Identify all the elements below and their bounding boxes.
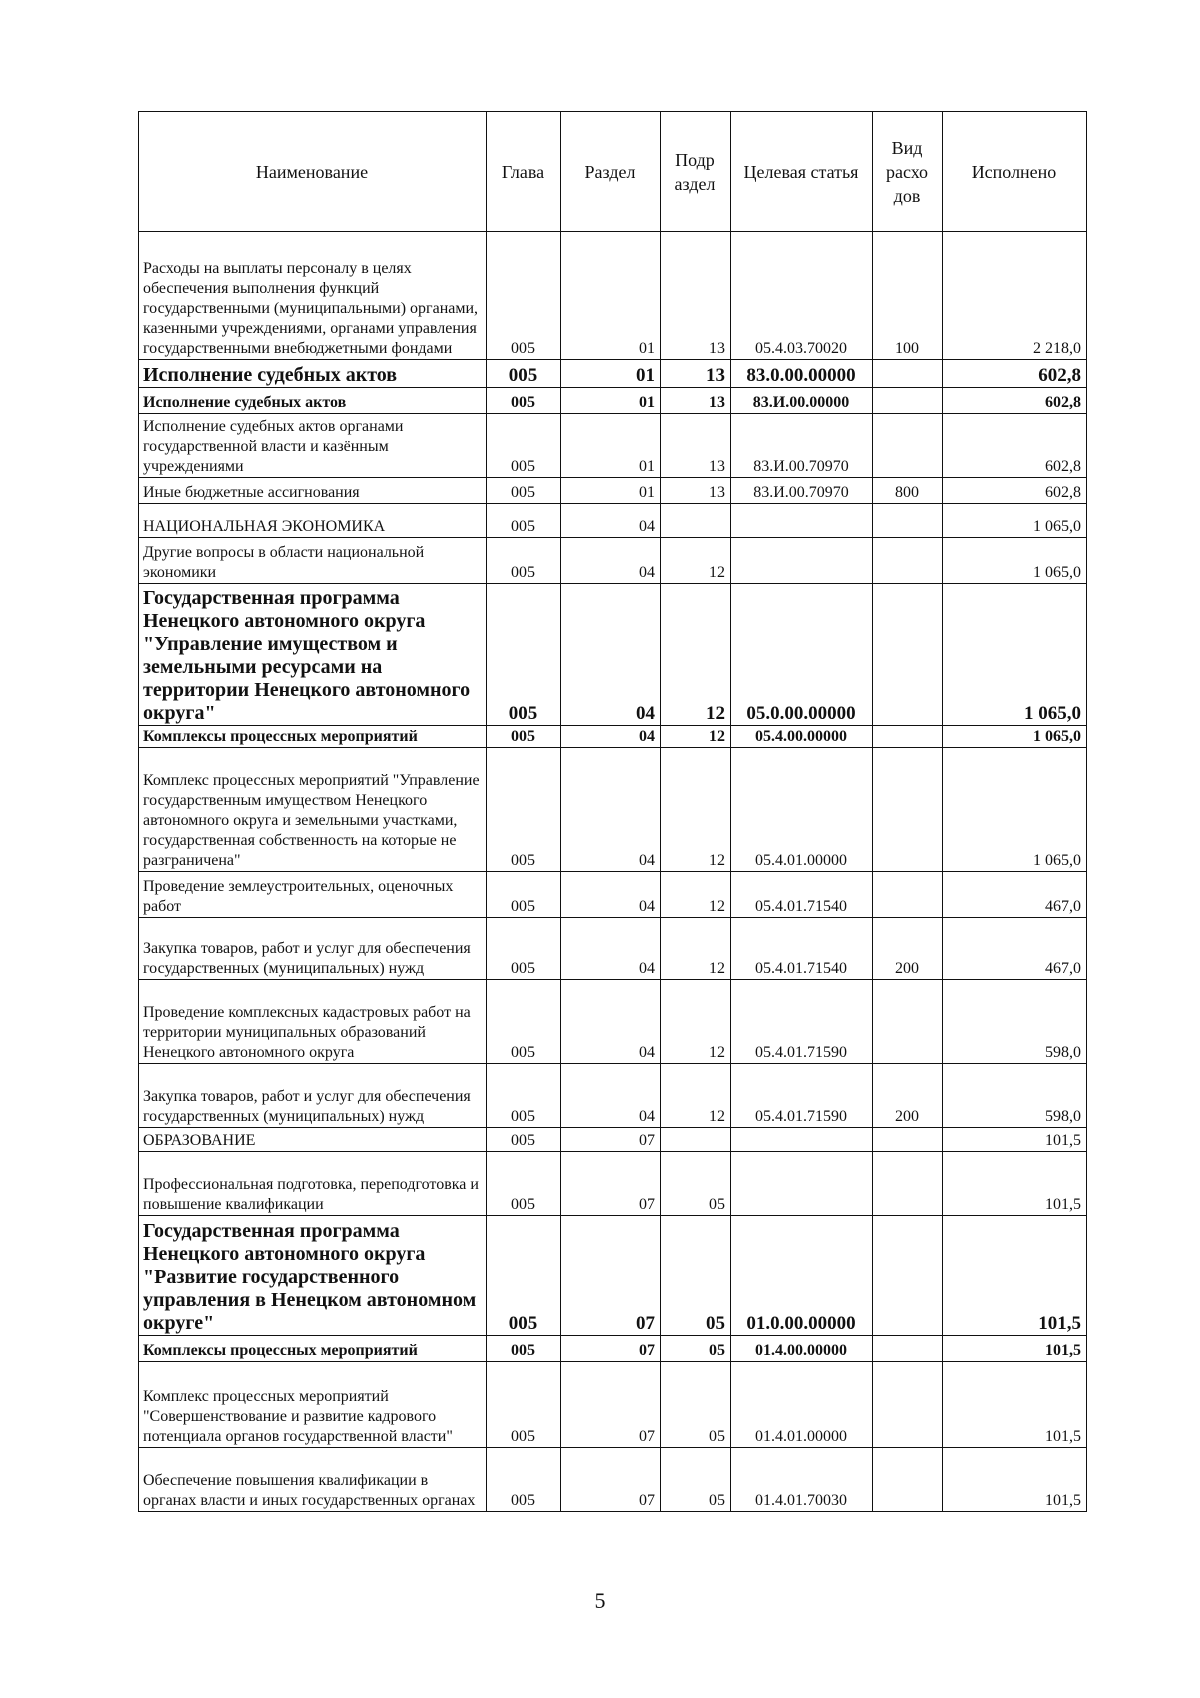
row-vid: 800 bbox=[873, 478, 943, 504]
row-razdel: 01 bbox=[561, 478, 661, 504]
row-statya: 01.4.01.00000 bbox=[731, 1362, 873, 1448]
table-row bbox=[139, 360, 1087, 388]
row-statya: 01.4.00.00000 bbox=[731, 1336, 873, 1362]
table-row bbox=[139, 1128, 1087, 1152]
row-statya: 01.0.00.00000 bbox=[731, 1216, 873, 1336]
row-statya: 05.4.01.71540 bbox=[731, 872, 873, 918]
row-podrazdel: 05 bbox=[661, 1216, 731, 1336]
row-vid bbox=[873, 1216, 943, 1336]
row-statya: 05.4.01.71590 bbox=[731, 1064, 873, 1128]
header-podrazdel: Подр аздел bbox=[661, 112, 731, 232]
row-ispolneno: 101,5 bbox=[943, 1336, 1087, 1362]
row-razdel: 07 bbox=[561, 1216, 661, 1336]
row-vid bbox=[873, 584, 943, 726]
row-ispolneno: 101,5 bbox=[943, 1362, 1087, 1448]
row-glava: 005 bbox=[487, 584, 561, 726]
row-glava: 005 bbox=[487, 918, 561, 980]
row-vid bbox=[873, 414, 943, 478]
row-razdel: 04 bbox=[561, 584, 661, 726]
row-ispolneno: 101,5 bbox=[943, 1128, 1087, 1152]
budget-execution-table bbox=[138, 111, 1087, 1512]
row-podrazdel: 05 bbox=[661, 1336, 731, 1362]
row-ispolneno: 602,8 bbox=[943, 478, 1087, 504]
row-podrazdel: 12 bbox=[661, 918, 731, 980]
row-vid: 100 bbox=[873, 232, 943, 360]
row-name: Государственная программа Ненецкого автономного округа "Развитие государственного управления в Ненецком автономном округе" bbox=[139, 1216, 487, 1336]
row-razdel: 07 bbox=[561, 1128, 661, 1152]
row-ispolneno: 101,5 bbox=[943, 1152, 1087, 1216]
row-glava: 005 bbox=[487, 360, 561, 388]
table-row bbox=[139, 584, 1087, 726]
row-name: Обеспечение повышения квалификации в органах власти и иных государственных органах bbox=[139, 1448, 487, 1512]
row-glava: 005 bbox=[487, 478, 561, 504]
row-statya: 05.4.03.70020 bbox=[731, 232, 873, 360]
row-razdel: 04 bbox=[561, 726, 661, 748]
row-podrazdel: 05 bbox=[661, 1362, 731, 1448]
row-vid bbox=[873, 1336, 943, 1362]
table-row bbox=[139, 726, 1087, 748]
row-podrazdel: 13 bbox=[661, 360, 731, 388]
row-podrazdel: 12 bbox=[661, 1064, 731, 1128]
row-name: Другие вопросы в области национальной экономики bbox=[139, 538, 487, 584]
row-statya bbox=[731, 1152, 873, 1216]
row-podrazdel: 12 bbox=[661, 872, 731, 918]
row-podrazdel bbox=[661, 504, 731, 538]
row-glava: 005 bbox=[487, 388, 561, 414]
row-vid bbox=[873, 1448, 943, 1512]
row-podrazdel bbox=[661, 1128, 731, 1152]
row-podrazdel: 12 bbox=[661, 538, 731, 584]
table-row bbox=[139, 1152, 1087, 1216]
row-razdel: 01 bbox=[561, 414, 661, 478]
table-row bbox=[139, 1336, 1087, 1362]
row-name: Расходы на выплаты персоналу в целях обеспечения выполнения функций государственными (муниципальными) органами, казенными учреждениями, органами управления государственными внебюджетными фондами bbox=[139, 232, 487, 360]
header-razdel: Раздел bbox=[561, 112, 661, 232]
row-name: Профессиональная подготовка, переподготовка и повышение квалификации bbox=[139, 1152, 487, 1216]
row-ispolneno: 467,0 bbox=[943, 918, 1087, 980]
row-glava: 005 bbox=[487, 1362, 561, 1448]
row-ispolneno: 602,8 bbox=[943, 360, 1087, 388]
row-vid bbox=[873, 360, 943, 388]
row-vid bbox=[873, 538, 943, 584]
row-ispolneno: 598,0 bbox=[943, 980, 1087, 1064]
row-name: Закупка товаров, работ и услуг для обеспечения государственных (муниципальных) нужд bbox=[139, 918, 487, 980]
row-vid bbox=[873, 1362, 943, 1448]
row-vid bbox=[873, 504, 943, 538]
row-statya: 83.И.00.70970 bbox=[731, 478, 873, 504]
row-name: Государственная программа Ненецкого автономного округа "Управление имуществом и земельными ресурсами на территории Ненецкого автономного округа" bbox=[139, 584, 487, 726]
table-row bbox=[139, 748, 1087, 872]
table-row bbox=[139, 918, 1087, 980]
row-vid bbox=[873, 980, 943, 1064]
row-glava: 005 bbox=[487, 980, 561, 1064]
row-name: ОБРАЗОВАНИЕ bbox=[139, 1128, 487, 1152]
row-razdel: 04 bbox=[561, 918, 661, 980]
table-row bbox=[139, 504, 1087, 538]
row-name: Проведение землеустроительных, оценочных работ bbox=[139, 872, 487, 918]
row-statya bbox=[731, 538, 873, 584]
table-header-row bbox=[139, 112, 1087, 232]
row-statya: 05.4.01.71590 bbox=[731, 980, 873, 1064]
table-row bbox=[139, 1362, 1087, 1448]
row-glava: 005 bbox=[487, 726, 561, 748]
row-vid bbox=[873, 872, 943, 918]
row-podrazdel: 05 bbox=[661, 1448, 731, 1512]
row-ispolneno: 101,5 bbox=[943, 1216, 1087, 1336]
header-statya: Целевая статья bbox=[731, 112, 873, 232]
row-glava: 005 bbox=[487, 232, 561, 360]
row-podrazdel: 13 bbox=[661, 232, 731, 360]
row-vid: 200 bbox=[873, 1064, 943, 1128]
row-name: Исполнение судебных актов органами государственной власти и казённым учреждениями bbox=[139, 414, 487, 478]
row-statya: 01.4.01.70030 bbox=[731, 1448, 873, 1512]
row-ispolneno: 467,0 bbox=[943, 872, 1087, 918]
row-glava: 005 bbox=[487, 872, 561, 918]
row-statya bbox=[731, 1128, 873, 1152]
row-glava: 005 bbox=[487, 1336, 561, 1362]
row-vid bbox=[873, 1152, 943, 1216]
row-name: Иные бюджетные ассигнования bbox=[139, 478, 487, 504]
page-number: 5 bbox=[594, 1588, 606, 1613]
row-name: Закупка товаров, работ и услуг для обеспечения государственных (муниципальных) нужд bbox=[139, 1064, 487, 1128]
row-ispolneno: 1 065,0 bbox=[943, 504, 1087, 538]
row-statya: 05.4.00.00000 bbox=[731, 726, 873, 748]
table-row bbox=[139, 232, 1087, 360]
row-ispolneno: 1 065,0 bbox=[943, 726, 1087, 748]
row-name: Исполнение судебных актов bbox=[139, 360, 487, 388]
row-name: Проведение комплексных кадастровых работ на территории муниципальных образований Ненецкого автономного округа bbox=[139, 980, 487, 1064]
row-podrazdel: 12 bbox=[661, 584, 731, 726]
table-row bbox=[139, 1216, 1087, 1336]
row-vid: 200 bbox=[873, 918, 943, 980]
row-razdel: 07 bbox=[561, 1448, 661, 1512]
table-row bbox=[139, 872, 1087, 918]
table-row bbox=[139, 538, 1087, 584]
row-razdel: 04 bbox=[561, 504, 661, 538]
row-razdel: 04 bbox=[561, 980, 661, 1064]
table-row bbox=[139, 414, 1087, 478]
table-row bbox=[139, 1448, 1087, 1512]
row-ispolneno: 602,8 bbox=[943, 414, 1087, 478]
row-podrazdel: 12 bbox=[661, 726, 731, 748]
row-glava: 005 bbox=[487, 414, 561, 478]
row-ispolneno: 602,8 bbox=[943, 388, 1087, 414]
row-glava: 005 bbox=[487, 1064, 561, 1128]
row-name: НАЦИОНАЛЬНАЯ ЭКОНОМИКА bbox=[139, 504, 487, 538]
row-statya: 83.И.00.70970 bbox=[731, 414, 873, 478]
row-name: Комплекс процессных мероприятий "Совершенствование и развитие кадрового потенциала органов государственной власти" bbox=[139, 1362, 487, 1448]
row-vid bbox=[873, 726, 943, 748]
row-podrazdel: 12 bbox=[661, 980, 731, 1064]
row-podrazdel: 05 bbox=[661, 1152, 731, 1216]
row-ispolneno: 101,5 bbox=[943, 1448, 1087, 1512]
table-row bbox=[139, 478, 1087, 504]
row-razdel: 07 bbox=[561, 1152, 661, 1216]
row-statya: 83.0.00.00000 bbox=[731, 360, 873, 388]
row-glava: 005 bbox=[487, 1152, 561, 1216]
row-ispolneno: 1 065,0 bbox=[943, 584, 1087, 726]
row-ispolneno: 1 065,0 bbox=[943, 538, 1087, 584]
row-ispolneno: 1 065,0 bbox=[943, 748, 1087, 872]
row-statya: 05.4.01.00000 bbox=[731, 748, 873, 872]
row-statya bbox=[731, 504, 873, 538]
row-razdel: 07 bbox=[561, 1362, 661, 1448]
row-name: Комплекс процессных мероприятий "Управление государственным имуществом Ненецкого автономного округа и земельными участками, государственная собственность на которые не разграничена" bbox=[139, 748, 487, 872]
table-row bbox=[139, 980, 1087, 1064]
table-row bbox=[139, 388, 1087, 414]
row-razdel: 04 bbox=[561, 538, 661, 584]
row-razdel: 04 bbox=[561, 748, 661, 872]
row-ispolneno: 598,0 bbox=[943, 1064, 1087, 1128]
row-ispolneno: 2 218,0 bbox=[943, 232, 1087, 360]
header-ispolneno: Исполнено bbox=[943, 112, 1087, 232]
row-statya: 05.0.00.00000 bbox=[731, 584, 873, 726]
row-glava: 005 bbox=[487, 1216, 561, 1336]
row-statya: 05.4.01.71540 bbox=[731, 918, 873, 980]
header-name: Наименование bbox=[139, 112, 487, 232]
row-vid bbox=[873, 748, 943, 872]
row-razdel: 04 bbox=[561, 1064, 661, 1128]
row-glava: 005 bbox=[487, 1128, 561, 1152]
row-podrazdel: 13 bbox=[661, 388, 731, 414]
row-name: Комплексы процессных мероприятий bbox=[139, 1336, 487, 1362]
row-glava: 005 bbox=[487, 1448, 561, 1512]
table-row bbox=[139, 1064, 1087, 1128]
row-podrazdel: 13 bbox=[661, 478, 731, 504]
header-glava: Глава bbox=[487, 112, 561, 232]
row-vid bbox=[873, 388, 943, 414]
row-name: Комплексы процессных мероприятий bbox=[139, 726, 487, 748]
row-glava: 005 bbox=[487, 748, 561, 872]
row-name: Исполнение судебных актов bbox=[139, 388, 487, 414]
row-razdel: 07 bbox=[561, 1336, 661, 1362]
row-razdel: 01 bbox=[561, 360, 661, 388]
row-razdel: 01 bbox=[561, 388, 661, 414]
row-razdel: 01 bbox=[561, 232, 661, 360]
row-podrazdel: 13 bbox=[661, 414, 731, 478]
row-glava: 005 bbox=[487, 504, 561, 538]
row-glava: 005 bbox=[487, 538, 561, 584]
row-razdel: 04 bbox=[561, 872, 661, 918]
header-vid-rashodov: Вид расхо дов bbox=[873, 112, 943, 232]
row-vid bbox=[873, 1128, 943, 1152]
row-statya: 83.И.00.00000 bbox=[731, 388, 873, 414]
row-podrazdel: 12 bbox=[661, 748, 731, 872]
